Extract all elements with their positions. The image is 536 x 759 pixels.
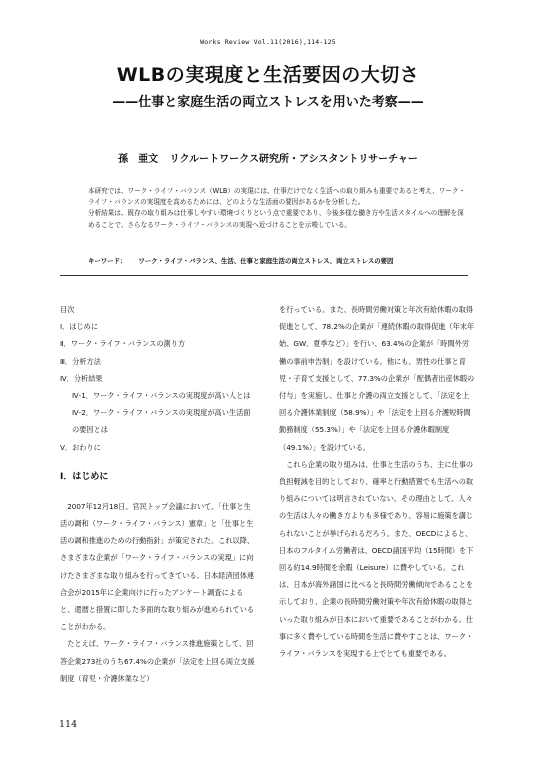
toc-item: Ⅳ．分析結果 xyxy=(60,373,103,383)
author-name: 孫 亜文 xyxy=(118,154,159,165)
paper-title: WLBの実現度と生活要因の大切さ xyxy=(116,64,420,86)
toc-item: Ⅳ-2．ワーク・ライフ・バランスの実現度が高い生活面の要因とは xyxy=(72,408,251,435)
page-number: 114 xyxy=(59,719,78,730)
keywords-label: キーワード： xyxy=(88,257,127,265)
toc-item: Ⅳ-1．ワーク・ライフ・バランスの実現度が高い人とは xyxy=(72,391,251,401)
toc-title: 目次 xyxy=(60,305,75,314)
author-affiliation: リクルートワークス研究所・アシスタントリサーチャー xyxy=(169,154,418,165)
body-paragraph: を行っている。また、長時間労働対策と年次有給休暇の取得促進として、78.2%の企業が「連続休暇の取得促進（年末年始、GW、夏季など）」を行い、63.4%の企業が「時間外労働の事前申告制」を設けている。他にも、男性の仕事と育児・子育て支援として、77.3%の企業が「配偶者出産休暇の付与」を実施し、仕事と介護の両立支援として、「法定を上回る介護休業制度（58.9%）」や「法定を上回る介護短時間勤務制度（55.3%）」や「法定を上回る介護休暇制度（49.1%）」を設けている。 xyxy=(279,305,475,452)
toc-item: Ⅱ．ワーク・ライフ・バランスの測り方 xyxy=(60,339,186,349)
abstract-paragraph: 本研究では、ワーク・ライフ・バランス（WLB）の実現には、仕事だけでなく生活への取り組みも重要であると考え、ワーク・ライフ・バランスの実現度を高めるためには、どのような生活面の要因があるかを分析した。 xyxy=(88,187,466,207)
author-line xyxy=(0,150,536,165)
paper-subtitle: ——仕事と家庭生活の両立ストレスを用いた考察—— xyxy=(112,95,424,110)
body-paragraph: たとえば、ワーク・ライフ・バランス推進施策として、回答企業273社のうち67.4%の企業が「法定を上回る両立支援制度（育児・介護休業など） xyxy=(60,639,255,683)
table-of-contents xyxy=(60,318,256,456)
toc-item: Ⅲ．分析方法 xyxy=(60,356,101,366)
right-column xyxy=(279,301,475,662)
keywords xyxy=(88,256,466,265)
divider xyxy=(60,275,468,276)
body-paragraph: これら企業の取り組みは、仕事と生活のうち、主に仕事の負担軽減を目的としており、確率と行動措置でも生活への取り組みについては明言されていない。その理由として、人々の生活は人々の働き方よりも多様であり、容易に施策を講じられないことが挙げられるだろう。また、OECDによると、日本のフルタイム労働者は、OECD諸国平均（15時間）を下回る約14.9時間を余暇（Leisure）に費やしている。これは、日本が海外諸国に比べると長時間労働傾向であることを示しており、企業の長時間労働対策や年次有給休暇の取得といった取り組みが日本において重要であることがわかる。仕事に多く費やしている時間を生活に費やすことは、ワーク・ライフ・バランスを実現する上でとても重要である。 xyxy=(279,459,474,659)
toc-item: Ⅰ．はじめに xyxy=(60,322,99,332)
abstract-paragraph: 分析結果は、既存の取り組みは仕事しやすい環境づくりという点で重要であり、今後多様な働き方や生活スタイルへの理解を深めることで、さらなるワーク・ライフ・バランスの実現へ近づけることを示唆している。 xyxy=(88,209,464,229)
toc-item: Ⅴ．おわりに xyxy=(60,442,101,452)
section-heading: Ⅰ．はじめに xyxy=(60,471,109,482)
left-column xyxy=(60,301,256,687)
journal-header: Works Review Vol.11(2016),114-125 xyxy=(200,38,336,46)
abstract xyxy=(88,186,466,231)
body-paragraph: 2007年12月18日、官民トップ会議において、「仕事と生活の調和（ワーク・ライフ・バランス）憲章」と「仕事と生活の調和推進のための行動指針」が策定された。これ以降、さまざまな企業が「ワーク・ライフ・バランスの実現」に向けたさまざまな取り組みを行ってきている。日本経済団体連合会が2015年に企業向けに行ったアンケート調査によると、還暦と措置に即した多面的な取り組みが進められていることがわかる。 xyxy=(60,501,255,632)
keywords-text: ワーク・ライフ・バランス、生活、仕事と家庭生活の両立ストレス、両立ストレスの要因 xyxy=(138,257,394,265)
